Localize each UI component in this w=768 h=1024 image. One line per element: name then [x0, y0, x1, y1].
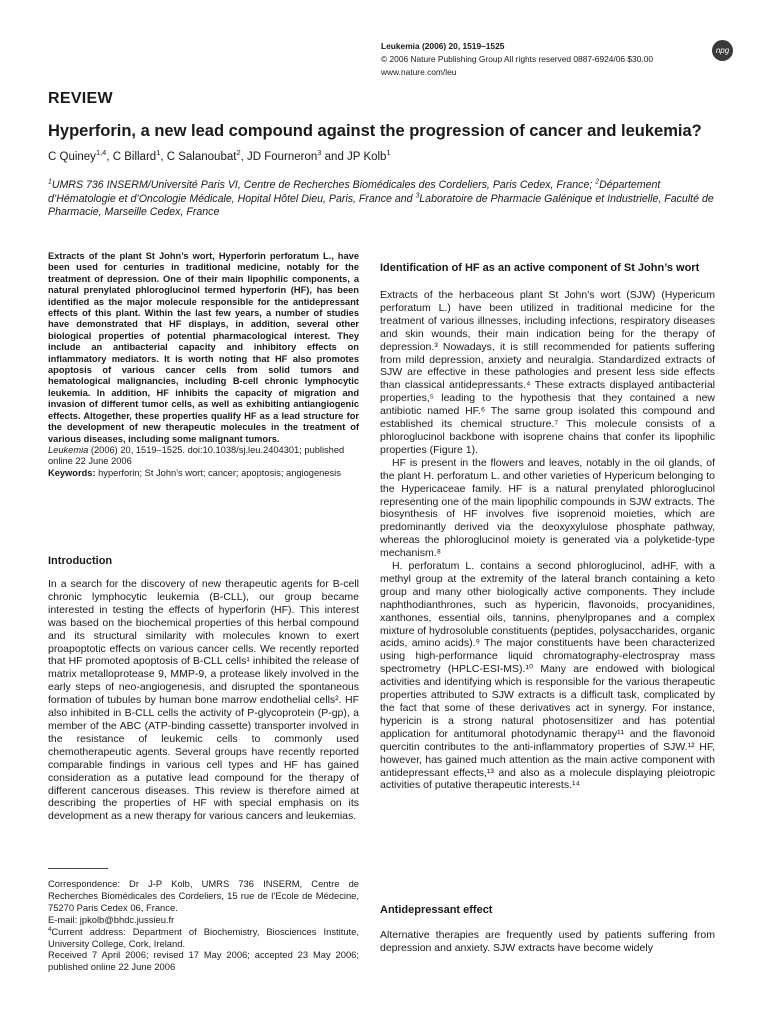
- abstract-body: Extracts of the plant St John’s wort, Hyperforin perforatum L., have been used for centuries in traditional medicine, notably for the treatment of depression. One of their main lipophilic components, a natural prenylated phloroglucinol termed hyperforin (HF), has been identified as the major molecule responsible for the antidepressant effects of this plant. Within the last few years, a number of studies have demonstrated that HF displays, in addition, several other biological properties of potential pharmacological interest. They include an antibacterial capacity and inhibitory effects on inflammatory mediators. It is worth noting that HF also promotes apoptosis of various cancer cells from solid tumors and hematological malignancies, including B-cell chronic lymphocytic leukemia. In addition, HF inhibits the capacity of migration and invasion of different tumor cells, as well as exhibiting antiangiogenic effects. Altogether, these properties qualify HF as a lead structure for the development of new therapeutic molecules in the treatment of various diseases, including some malignant tumors.: [48, 251, 359, 444]
- affiliation-1: UMRS 736 INSERM/Université Paris VI, Centre de Recherches Biomédicales des Cordeliers, Paris Cedex, France;: [51, 179, 593, 191]
- affiliation-2: Département d’Hématologie et d’Oncologie Médicale, Hopital Hôtel Dieu, Paris, France and: [48, 179, 661, 205]
- footnote-divider: [48, 868, 108, 869]
- correspondence-email[interactable]: E-mail: jpkolb@bhdc.jussieu.fr: [48, 913, 175, 925]
- author-affil: 3: [317, 148, 322, 158]
- journal-citation: Leukemia (2006) 20, 1519–1525: [381, 41, 505, 51]
- paragraph: H. perforatum L. contains a second phloroglucinol, adHF, with a methyl group at the extremity of the lateral branch containing a keto group and many other biologically active components. They include naphthodianthrones, such as hypericin, flavonoids, procyanidines, xanthones, essential oils, tannins, phenylpropanes and a complex mixture of hydrosoluble constituents (peptides, polysaccharides, organic acids, amino acids).⁹ The major constituents have been characterized using high-performance liquid chromatography-electrospray mass spectrometry (HPLC-ESI-MS).¹⁰ Many are endowed with biological activities and identifying which is responsible for the various therapeutic properties attributed to SJW extracts is a difficult task, complicated by the fact that some of these derivatives act in synergy. For instance, hypericin is a strong natural photosensitizer and has potential application for antitumoral photodynamic therapy¹¹ and the flavonoid quercitin contributes to the anti-inflammatory properties of SJW.¹² HF, however, has gained much attention as the main active component with antidepressant effects,¹³ and also as a molecule displaying pleiotropic activities of putative therapeutic interests.¹⁴: [380, 560, 716, 792]
- author-name: C Billard: [112, 151, 157, 163]
- received-dates: Received 7 April 2006; revised 17 May 2006; accepted 23 May 2006; published online 22 June 2006: [48, 949, 359, 973]
- author-name: JP Kolb: [347, 151, 387, 163]
- section-label: REVIEW: [48, 90, 113, 107]
- correspondence-footnote: [48, 878, 359, 973]
- journal-url[interactable]: www.nature.com/leu: [381, 67, 457, 77]
- article-title: Hyperforin, a new lead compound against the progression of cancer and leukemia?: [48, 122, 702, 140]
- abstract-keywords: Keywords: hyperforin; St John’s wort; cancer; apoptosis; angiogenesis: [48, 467, 341, 478]
- antidepressant-text: Alternative therapies are frequently used by patients suffering from depression and anxiety. SJW extracts have become widely: [380, 929, 715, 954]
- author-list: C Quiney$^{1,4}$, C Billard$^1$, C Salanoubat$^2$, JD Fourneron$^3$ and JP Kolb$^1$: [48, 148, 391, 163]
- identification-text: [380, 289, 715, 792]
- copyright-line: © 2006 Nature Publishing Group All rights reserved 0887-6924/06 $30.00: [381, 54, 654, 64]
- author-affil: 1,4: [95, 148, 107, 158]
- introduction-heading: Introduction: [48, 555, 113, 567]
- abstract-citation: Leukemia (2006) 20, 1519–1525. doi:10.1038/sj.leu.2404301; published online 22 June 2006: [48, 444, 345, 467]
- author-name: C Quiney: [48, 151, 96, 163]
- journal-header: [381, 40, 653, 79]
- current-address: $^4$Current address: Department of Biochemistry, Biosciences Institute, University College, Cork, Ireland.: [48, 925, 359, 949]
- affiliations: $^1$UMRS 736 INSERM/Université Paris VI, Centre de Recherches Biomédicales des Cordeliers, Paris Cedex, France; $^2$Département d’Hématologie et d’Oncologie Médicale, Hopital Hôtel Dieu, Paris, France and $^3$Laboratoire de Pharmacie Galénique et Industrielle, Faculté de Pharmacie, Marseille Cedex, France: [48, 178, 714, 218]
- abstract: [48, 251, 359, 479]
- affiliation-3: Laboratoire de Pharmacie Galénique et Industrielle, Faculté de Pharmacie, Marseille Cedex, France: [48, 192, 714, 218]
- paragraph: Extracts of the herbaceous plant St John’s wort (SJW) (Hypericum perforatum L.) have been utilized in traditional medicine for the treatment of various illnesses, including infections, respiratory diseases and skin wounds, their main indication being for the therapy of depression.³ Nowadays, it is still recommended for patients suffering from mild depression, anxiety and neuralgia. Standardized extracts of SJW are effective in these pathologies and present less side effects than classical antidepressants.⁴ These extracts displayed antibacterial properties,⁵ leading to the hypothesis that they contained a new antibiotic named HF.⁶ The same group isolated this compound and established its chemical structure.⁷ This molecule consists of a phloroglucinol backbone with isoprene chains that confer its lipophilic properties (Figure 1).: [380, 289, 715, 456]
- author-affil: 1: [386, 148, 391, 158]
- npg-logo: npg: [712, 40, 733, 61]
- antidepressant-heading: Antidepressant effect: [380, 904, 493, 916]
- identification-heading: Identification of HF as an active component of St John’s wort: [380, 262, 700, 274]
- introduction-text: In a search for the discovery of new therapeutic agents for B-cell chronic lymphocytic leukemia (B-CLL), our group became interested in testing the effects of hyperforin (HF). This interest was based on the biochemical properties of this herbal compound and its structural similarity with molecules known to exert proapoptotic effects on various cancer cells. We recently reported that HF promoted apoptosis of B-CLL cells¹ inhibited the release of matrix metalloprotease 9, MMP-9, a protease likely involved in the early steps of neo-angiogenesis, and disrupted the spontaneous formation of tubules by human bone marrow endothelial cells². HF also inhibited in B-CLL cells the activity of P-glycoprotein (P-gp), a member of the ABC (ATP-binding cassette) transporter involved in the resistance of leukemic cells to commonly used chemotherapeutic agents. Several groups have recently reported comparable findings in various cell types and HF has gained consideration as a putative lead compound for the therapy of different cancerous diseases. This review is therefore aimed at describing the properties of HF with special emphasis on its development as a new therapy for various cancers and leukemias.: [48, 578, 359, 823]
- author-affil: 1: [156, 148, 161, 158]
- author-name: C Salanoubat: [166, 151, 237, 163]
- author-name: JD Fourneron: [246, 151, 318, 163]
- paragraph: HF is present in the flowers and leaves, notably in the oil glands, of the plant H. perforatum L. and other varieties of Hypericum belonging to the Hypericaceae family. HF is a natural prenylated phloroglucinol representing one of the main lipophilic compounds in SJW extracts. The biosynthesis of HF involves five isoprenoid moieties, which are predominantly derived via the deoxyxylulose phosphate pathway, whereas the phloroglucinol moiety is generated via a polyketide-type mechanism.⁸: [380, 456, 715, 560]
- author-affil: 2: [236, 148, 241, 158]
- correspondence-address: Correspondence: Dr J-P Kolb, UMRS 736 INSERM, Centre de Recherches Biomédicales des Cordeliers, 15 rue de l’Ecole de Médecine, 75270 Paris Cedex 06, France.: [48, 878, 359, 913]
